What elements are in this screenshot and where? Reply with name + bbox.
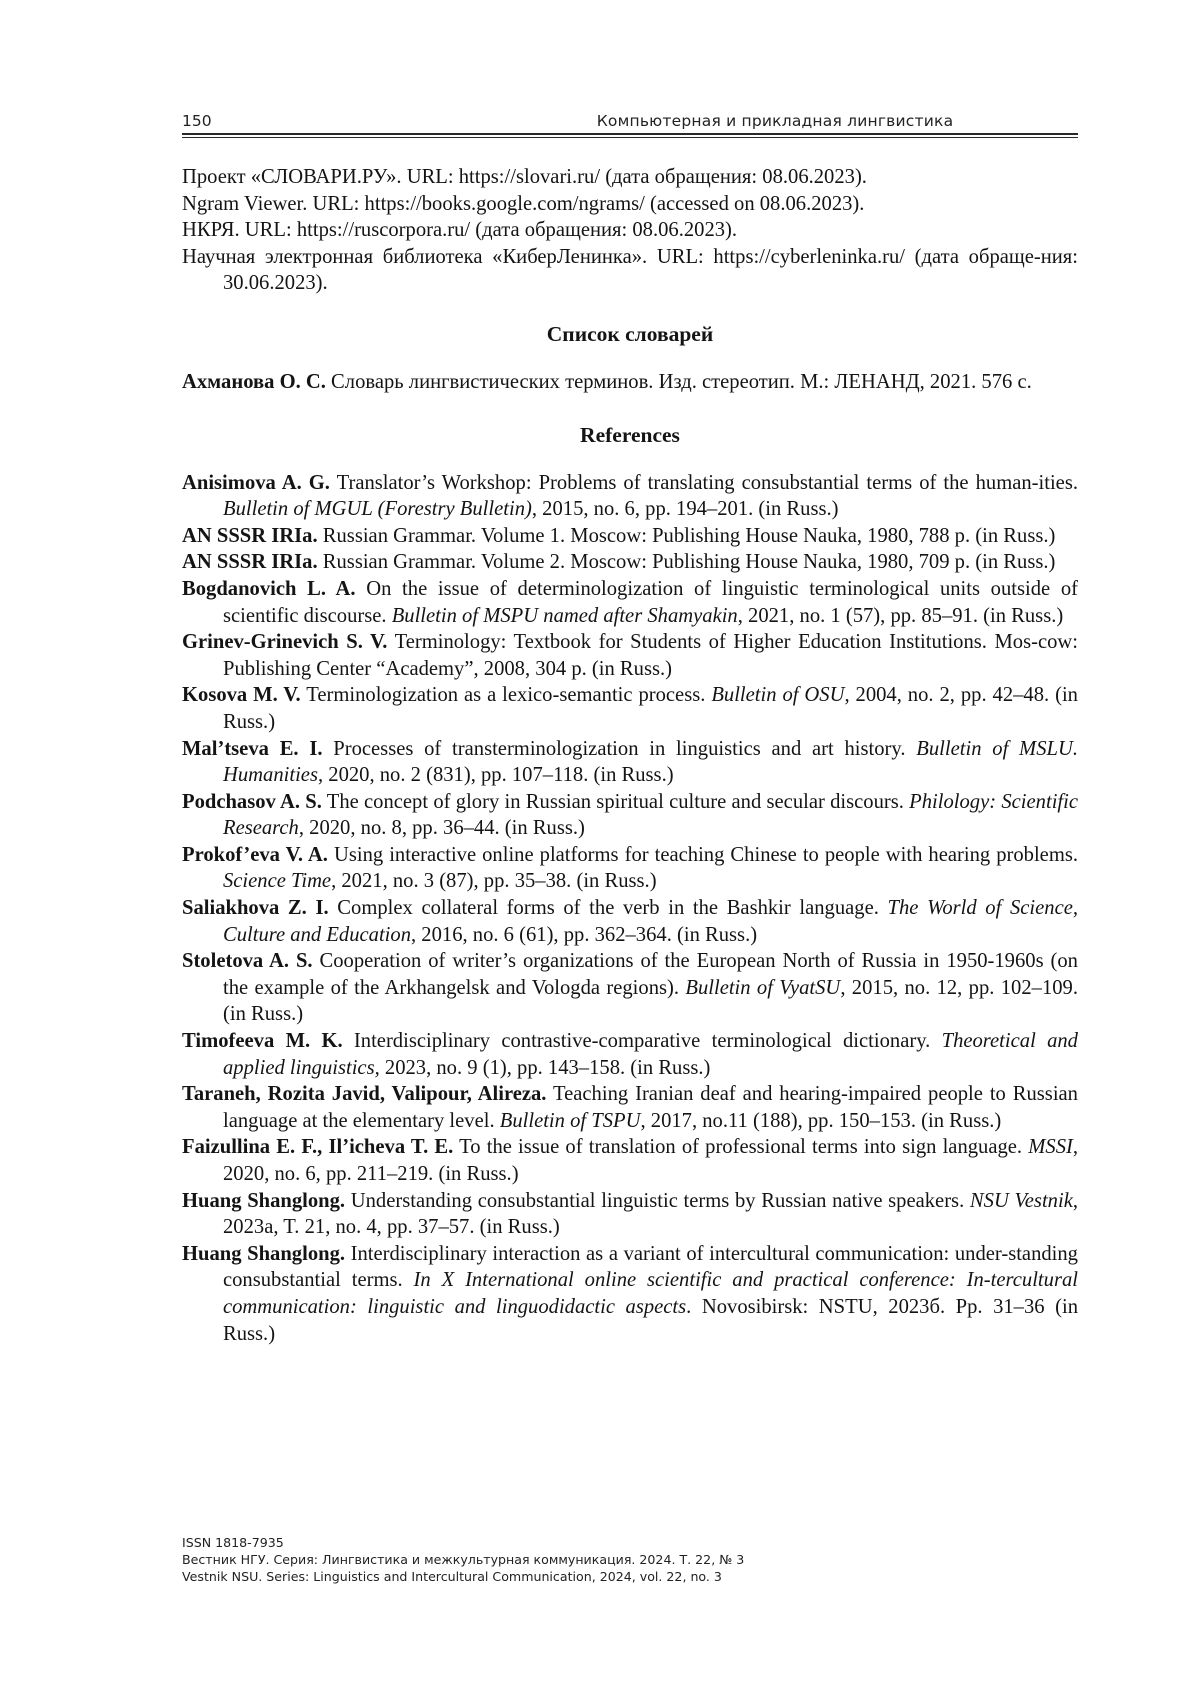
- reference-author: Mal’tseva E. I.: [182, 738, 323, 760]
- reference-item: [182, 1188, 1078, 1241]
- reference-item: [182, 1081, 1078, 1134]
- reference-text: Terminology: Textbook for Students of Higher Education Institutions. Mos-cow: Publishing Center “Academy”, 2008, 304 p. (in Russ.): [223, 631, 1078, 680]
- reference-author: Podchasov A. S.: [182, 791, 322, 813]
- reference-text: The concept of glory in Russian spiritual culture and secular discours.: [322, 791, 909, 813]
- reference-item: [182, 895, 1078, 948]
- reference-item: [182, 576, 1078, 629]
- reference-source: Theoretical and applied linguistics,: [223, 1030, 1078, 1079]
- reference-item: [182, 523, 1078, 550]
- journal-section-title: Компьютерная и прикладная лингвистика: [472, 112, 1078, 130]
- reference-source: Bulletin of MGUL (Forestry Bulletin): [223, 498, 532, 520]
- document-page: [0, 0, 1200, 1697]
- reference-item: [182, 842, 1078, 895]
- issn: ISSN 1818-7935: [182, 1535, 882, 1552]
- reference-source: Bulletin of MSLU. Humanities: [223, 738, 1078, 787]
- reference-item: [182, 736, 1078, 789]
- reference-author: Saliakhova Z. I.: [182, 897, 329, 919]
- reference-source: The World of Science, Culture and Education: [223, 897, 1078, 946]
- reference-text: Using interactive online platforms for teaching Chinese to people with hearing problems.: [328, 844, 1078, 866]
- dictionaries-heading: Список словарей: [182, 321, 1078, 347]
- reference-source: Bulletin of MSPU named after Shamyakin: [392, 605, 738, 627]
- reference-author: Timofeeva M. K.: [182, 1030, 343, 1052]
- source-item: Ngram Viewer. URL: https://books.google.com/ngrams/ (accessed on 08.06.2023).: [182, 191, 1078, 218]
- reference-item: [182, 549, 1078, 576]
- reference-tail: , 2016, no. 6 (61), pp. 362–364. (in Russ.): [411, 924, 757, 946]
- reference-item: [182, 1241, 1078, 1347]
- reference-text: Interdisciplinary contrastive-comparative terminological dictionary.: [343, 1030, 942, 1052]
- reference-author: Bogdanovich L. A.: [182, 578, 356, 600]
- reference-item: [182, 1134, 1078, 1187]
- reference-item: [182, 629, 1078, 682]
- reference-item: [182, 948, 1078, 1028]
- reference-text: Interdisciplinary interaction as a variant of intercultural communication: under-standing consubstantial terms.: [223, 1243, 1078, 1292]
- reference-text: Understanding consubstantial linguistic terms by Russian native speakers.: [345, 1190, 970, 1212]
- reference-item: [182, 789, 1078, 842]
- reference-author: AN SSSR IRIa.: [182, 551, 318, 573]
- dictionaries-list: [182, 369, 1078, 396]
- references-list: [182, 470, 1078, 1348]
- reference-source: Bulletin of TSPU: [500, 1110, 641, 1132]
- reference-item: [182, 470, 1078, 523]
- sources-list: [182, 164, 1078, 297]
- reference-source: MSSI: [1028, 1136, 1073, 1158]
- reference-tail: , 2021, no. 3 (87), pp. 35–38. (in Russ.): [331, 870, 657, 892]
- reference-source: Bulletin of OSU: [711, 684, 844, 706]
- reference-tail: , 2020, no. 6, pp. 211–219. (in Russ.): [223, 1136, 1078, 1185]
- dictionary-item: [182, 369, 1078, 396]
- header-rule-thick: [182, 133, 1078, 135]
- reference-tail: , 2017, no.11 (188), pp. 150–153. (in Russ.): [640, 1110, 1001, 1132]
- reference-tail: , 2015, no. 6, pp. 194–201. (in Russ.): [532, 498, 839, 520]
- source-item: Проект «СЛОВАРИ.РУ». URL: https://slovari.ru/ (дата обращения: 08.06.2023).: [182, 164, 1078, 191]
- reference-source: In X International online scientific and practical conference: In-tercultural communication: linguistic and linguodidactic aspects: [223, 1269, 1078, 1318]
- reference-author: Faizullina E. F., Il’icheva T. E.: [182, 1136, 453, 1158]
- dictionary-author: Ахманова О. С.: [182, 371, 326, 393]
- reference-tail: 2023, no. 9 (1), pp. 143–158. (in Russ.): [380, 1057, 711, 1079]
- reference-author: Kosova M. V.: [182, 684, 301, 706]
- reference-tail: , 2021, no. 1 (57), pp. 85–91. (in Russ.): [738, 605, 1064, 627]
- reference-text: Teaching Iranian deaf and hearing-impaired people to Russian language at the elementary level.: [223, 1083, 1078, 1132]
- reference-item: [182, 1028, 1078, 1081]
- reference-text: Terminologization as a lexico-semantic process.: [301, 684, 712, 706]
- reference-item: [182, 682, 1078, 735]
- reference-author: Grinev-Grinevich S. V.: [182, 631, 387, 653]
- dictionary-text: Словарь лингвистических терминов. Изд. стереотип. М.: ЛЕНАНД, 2021. 576 с.: [326, 371, 1032, 393]
- reference-tail: , 2020, no. 2 (831), pp. 107–118. (in Russ.): [318, 764, 674, 786]
- source-item: НКРЯ. URL: https://ruscorpora.ru/ (дата обращения: 08.06.2023).: [182, 217, 1078, 244]
- journal-citation-ru: Вестник НГУ. Серия: Лингвистика и межкультурная коммуникация. 2024. Т. 22, № 3: [182, 1552, 882, 1569]
- reference-text: Complex collateral forms of the verb in the Bashkir language.: [329, 897, 888, 919]
- reference-source: NSU Vestnik: [970, 1190, 1073, 1212]
- reference-text: On the issue of determinologization of linguistic terminological units outside of scientific discourse.: [223, 578, 1078, 627]
- reference-tail: , 2023a, T. 21, no. 4, pp. 37–57. (in Russ.): [223, 1190, 1078, 1239]
- reference-tail: , 2015, no. 12, pp. 102–109. (in Russ.): [223, 977, 1078, 1026]
- reference-text: Russian Grammar. Volume 2. Moscow: Publishing House Nauka, 1980, 709 p. (in Russ.): [318, 551, 1056, 573]
- reference-text: Russian Grammar. Volume 1. Moscow: Publishing House Nauka, 1980, 788 p. (in Russ.): [318, 525, 1056, 547]
- reference-text: Translator’s Workshop: Problems of translating consubstantial terms of the human-ities.: [330, 472, 1078, 494]
- reference-tail: , 2004, no. 2, pp. 42–48. (in Russ.): [223, 684, 1078, 733]
- reference-author: Huang Shanglong.: [182, 1243, 345, 1265]
- reference-text: Cooperation of writer’s organizations of the European North of Russia in 1950-1960s (on the example of the Arkhangelsk and Vologda regions).: [223, 950, 1078, 999]
- reference-author: Taraneh, Rozita Javid, Valipour, Alireza.: [182, 1083, 546, 1105]
- reference-author: AN SSSR IRIa.: [182, 525, 318, 547]
- header-rule-thin: [182, 137, 1078, 138]
- reference-source: Philology: Scientific Research: [223, 791, 1078, 840]
- reference-text: To the issue of translation of professional terms into sign language.: [453, 1136, 1028, 1158]
- reference-tail: . Novosibirsk: NSTU, 2023б. Pp. 31–36 (in Russ.): [223, 1296, 1078, 1345]
- reference-author: Anisimova A. G.: [182, 472, 330, 494]
- reference-tail: , 2020, no. 8, pp. 36–44. (in Russ.): [299, 817, 585, 839]
- reference-author: Prokof’eva V. A.: [182, 844, 328, 866]
- reference-source: Science Time: [223, 870, 331, 892]
- article-body: [182, 164, 1078, 1347]
- reference-source: Bulletin of VyatSU: [685, 977, 840, 999]
- page-footer: [182, 1535, 882, 1585]
- page-number: 150: [182, 112, 212, 130]
- source-item: Научная электронная библиотека «КиберЛенинка». URL: https://cyberleninka.ru/ (дата обраще-ния: 30.06.2023).: [182, 244, 1078, 297]
- reference-text: Processes of transterminologization in linguistics and art history.: [323, 738, 917, 760]
- reference-author: Huang Shanglong.: [182, 1190, 345, 1212]
- reference-author: Stoletova A. S.: [182, 950, 313, 972]
- references-heading: References: [182, 422, 1078, 448]
- journal-citation-en: Vestnik NSU. Series: Linguistics and Intercultural Communication, 2024, vol. 22, no. 3: [182, 1569, 882, 1586]
